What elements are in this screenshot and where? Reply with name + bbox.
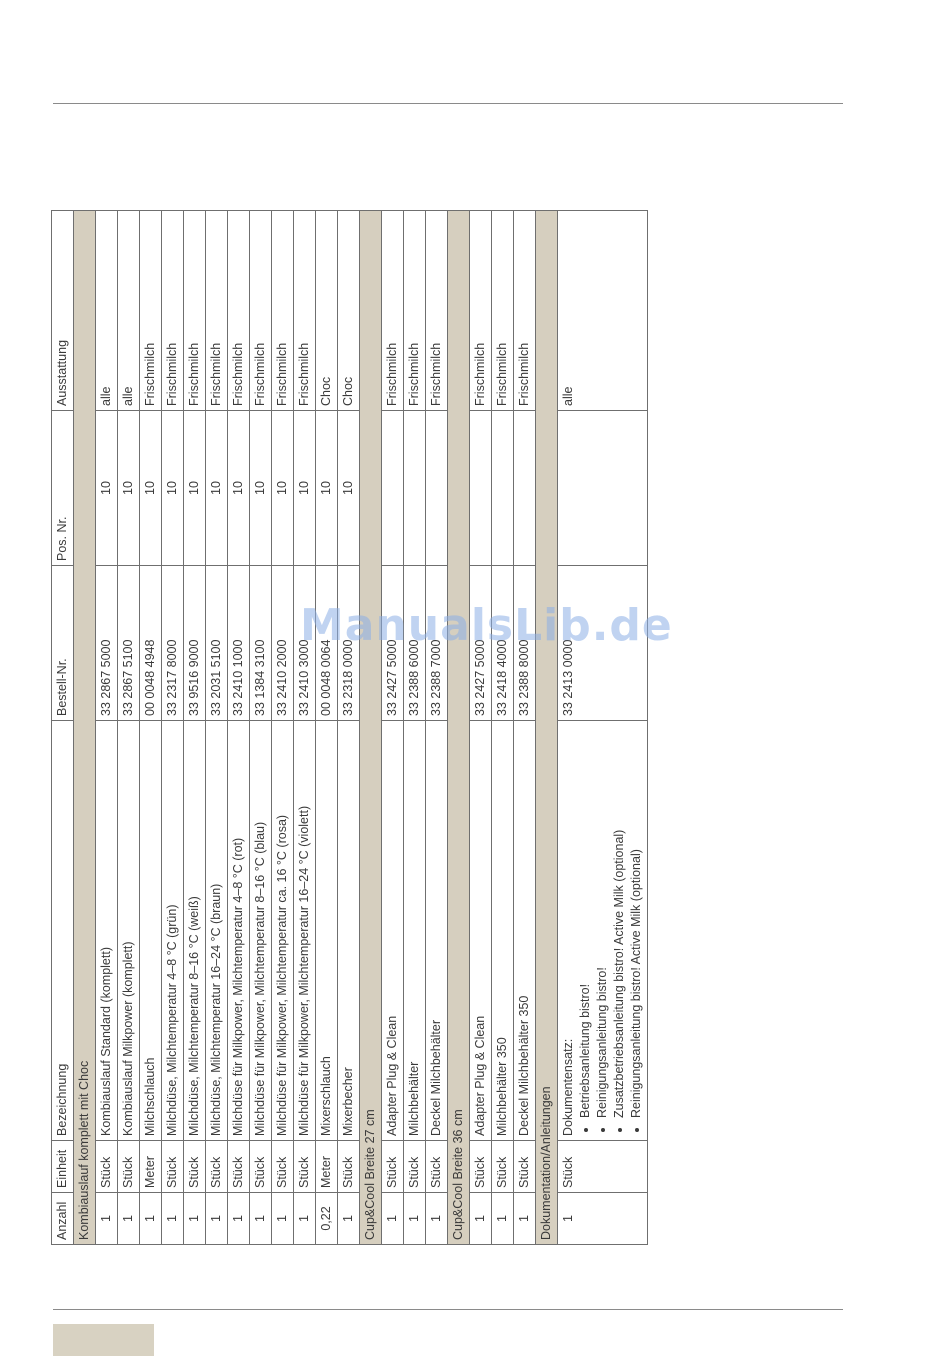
- cell-pos-nr: 10: [228, 411, 250, 566]
- cell-pos-nr: [382, 411, 404, 566]
- cell-bezeichnung: Mixerbecher: [338, 721, 360, 1141]
- cell-bestell-nr: 33 2388 8000: [514, 566, 536, 721]
- cell-bezeichnung: [558, 721, 648, 1141]
- table-row: [294, 211, 316, 1245]
- cell-anzahl: 1: [118, 1193, 140, 1245]
- cell-einheit: Stück: [250, 1141, 272, 1193]
- document-list-item: • Reinigungsanleitung bistro!: [594, 725, 611, 1118]
- document-list-item: • Reinigungsanleitung bistro! Active Milk (optional): [628, 725, 645, 1118]
- cell-pos-nr: 10: [250, 411, 272, 566]
- parts-table-container: [51, 211, 731, 1245]
- cell-bezeichnung: Milchdüse für Milkpower, Milchtemperatur 4–8 °C (rot): [228, 721, 250, 1141]
- section-title: Dokumentation/Anleitungen: [536, 211, 558, 1245]
- cell-einheit: Stück: [294, 1141, 316, 1193]
- cell-bestell-nr: 33 2410 3000: [294, 566, 316, 721]
- cell-bezeichnung: Milchdüse für Milkpower, Milchtemperatur 8–16 °C (blau): [250, 721, 272, 1141]
- cell-anzahl: 0,22: [316, 1193, 338, 1245]
- cell-anzahl: 1: [206, 1193, 228, 1245]
- cell-bezeichnung: Mixerschlauch: [316, 721, 338, 1141]
- cell-einheit: Stück: [118, 1141, 140, 1193]
- cell-einheit: Stück: [470, 1141, 492, 1193]
- cell-pos-nr: 10: [184, 411, 206, 566]
- section-header-row: [74, 211, 96, 1245]
- cell-ausstattung: Frischmilch: [140, 211, 162, 411]
- cell-ausstattung: alle: [118, 211, 140, 411]
- cell-bezeichnung: Milchbehälter 350: [492, 721, 514, 1141]
- table-row: [184, 211, 206, 1245]
- table-row: [250, 211, 272, 1245]
- cell-anzahl: 1: [140, 1193, 162, 1245]
- cell-anzahl: 1: [250, 1193, 272, 1245]
- section-header-row: [360, 211, 382, 1245]
- document-set-title: Dokumentensatz:: [561, 1038, 575, 1136]
- table-row: [404, 211, 426, 1245]
- table-row: [140, 211, 162, 1245]
- document-list-item: • Betriebsanleitung bistro!: [577, 725, 594, 1118]
- cell-einheit: Stück: [492, 1141, 514, 1193]
- document-list-item: • Zusatzbetriebsanleitung bistro! Active Milk (optional): [611, 725, 628, 1118]
- table-row: [206, 211, 228, 1245]
- cell-einheit: Stück: [272, 1141, 294, 1193]
- cell-bezeichnung: Milchdüse, Milchtemperatur 16–24 °C (braun): [206, 721, 228, 1141]
- cell-bestell-nr: 33 2413 0000: [558, 566, 648, 721]
- cell-bezeichnung: Kombiauslauf Standard (komplett): [96, 721, 118, 1141]
- cell-ausstattung: alle: [558, 211, 648, 411]
- cell-einheit: Stück: [184, 1141, 206, 1193]
- cell-bezeichnung: Adapter Plug & Clean: [470, 721, 492, 1141]
- cell-anzahl: 1: [184, 1193, 206, 1245]
- cell-anzahl: 1: [162, 1193, 184, 1245]
- cell-bestell-nr: 33 2318 0000: [338, 566, 360, 721]
- page-number-tab: [53, 1324, 154, 1356]
- header-rule: [53, 103, 843, 104]
- cell-bestell-nr: 33 2867 5100: [118, 566, 140, 721]
- cell-ausstattung: Frischmilch: [514, 211, 536, 411]
- cell-einheit: Stück: [558, 1141, 648, 1193]
- cell-pos-nr: 10: [162, 411, 184, 566]
- table-body: [74, 211, 648, 1245]
- cell-ausstattung: Frischmilch: [382, 211, 404, 411]
- cell-pos-nr: [426, 411, 448, 566]
- cell-ausstattung: Frischmilch: [206, 211, 228, 411]
- table-row: [162, 211, 184, 1245]
- cell-ausstattung: Choc: [316, 211, 338, 411]
- cell-bestell-nr: 33 9516 9000: [184, 566, 206, 721]
- cell-bestell-nr: 33 2427 5000: [382, 566, 404, 721]
- section-header-row: [448, 211, 470, 1245]
- cell-anzahl: 1: [228, 1193, 250, 1245]
- cell-einheit: Stück: [162, 1141, 184, 1193]
- cell-pos-nr: 10: [206, 411, 228, 566]
- cell-bestell-nr: 33 2427 5000: [470, 566, 492, 721]
- cell-bestell-nr: 33 2388 7000: [426, 566, 448, 721]
- section-header-row: [536, 211, 558, 1245]
- cell-bezeichnung: Adapter Plug & Clean: [382, 721, 404, 1141]
- table-row-documents: [558, 211, 648, 1245]
- table-row: [514, 211, 536, 1245]
- table-row: [96, 211, 118, 1245]
- cell-bestell-nr: 33 1384 3100: [250, 566, 272, 721]
- cell-bezeichnung: Deckel Milchbehälter 350: [514, 721, 536, 1141]
- cell-pos-nr: [558, 411, 648, 566]
- cell-pos-nr: [492, 411, 514, 566]
- cell-einheit: Stück: [96, 1141, 118, 1193]
- cell-anzahl: 1: [514, 1193, 536, 1245]
- table-row: [426, 211, 448, 1245]
- cell-pos-nr: 10: [338, 411, 360, 566]
- table-row: [492, 211, 514, 1245]
- cell-einheit: Meter: [140, 1141, 162, 1193]
- cell-pos-nr: 10: [272, 411, 294, 566]
- cell-pos-nr: 10: [140, 411, 162, 566]
- cell-ausstattung: Frischmilch: [492, 211, 514, 411]
- table-row: [118, 211, 140, 1245]
- cell-einheit: Stück: [404, 1141, 426, 1193]
- col-header-ausstattung: Ausstattung: [52, 211, 74, 411]
- cell-bestell-nr: 00 0048 4948: [140, 566, 162, 721]
- watermark-text: ManualsLib.de: [300, 600, 673, 651]
- col-header-bezeichnung: Bezeichnung: [52, 721, 74, 1141]
- cell-pos-nr: 10: [294, 411, 316, 566]
- section-title: Kombiauslauf komplett mit Choc: [74, 211, 96, 1245]
- table-row: [316, 211, 338, 1245]
- cell-anzahl: 1: [558, 1193, 648, 1245]
- cell-ausstattung: Frischmilch: [250, 211, 272, 411]
- table-row: [228, 211, 250, 1245]
- cell-ausstattung: Frischmilch: [272, 211, 294, 411]
- cell-bestell-nr: 33 2031 5100: [206, 566, 228, 721]
- cell-pos-nr: 10: [118, 411, 140, 566]
- cell-ausstattung: Frischmilch: [184, 211, 206, 411]
- table-row: [272, 211, 294, 1245]
- cell-einheit: Stück: [228, 1141, 250, 1193]
- cell-einheit: Stück: [426, 1141, 448, 1193]
- table-row: [382, 211, 404, 1245]
- cell-bezeichnung: Milchschlauch: [140, 721, 162, 1141]
- cell-anzahl: 1: [294, 1193, 316, 1245]
- cell-einheit: Stück: [206, 1141, 228, 1193]
- cell-bezeichnung: Kombiauslauf Milkpower (komplett): [118, 721, 140, 1141]
- cell-anzahl: 1: [382, 1193, 404, 1245]
- cell-bestell-nr: 00 0048 0064: [316, 566, 338, 721]
- cell-pos-nr: 10: [316, 411, 338, 566]
- rotated-table-frame: [51, 211, 731, 1245]
- cell-ausstattung: Frischmilch: [162, 211, 184, 411]
- cell-bezeichnung: Milchbehälter: [404, 721, 426, 1141]
- cell-anzahl: 1: [338, 1193, 360, 1245]
- cell-bestell-nr: 33 2410 2000: [272, 566, 294, 721]
- cell-pos-nr: [470, 411, 492, 566]
- parts-table: [51, 210, 648, 1245]
- cell-ausstattung: Frischmilch: [228, 211, 250, 411]
- cell-ausstattung: Frischmilch: [404, 211, 426, 411]
- cell-ausstattung: alle: [96, 211, 118, 411]
- table-row: [338, 211, 360, 1245]
- cell-bestell-nr: 33 2388 6000: [404, 566, 426, 721]
- cell-ausstattung: Frischmilch: [470, 211, 492, 411]
- cell-anzahl: 1: [492, 1193, 514, 1245]
- table-row: [470, 211, 492, 1245]
- cell-bestell-nr: 33 2410 1000: [228, 566, 250, 721]
- cell-ausstattung: Choc: [338, 211, 360, 411]
- cell-pos-nr: [514, 411, 536, 566]
- cell-bezeichnung: Milchdüse, Milchtemperatur 8–16 °C (weiß): [184, 721, 206, 1141]
- cell-einheit: Stück: [514, 1141, 536, 1193]
- cell-anzahl: 1: [272, 1193, 294, 1245]
- col-header-bestell-nr: Bestell-Nr.: [52, 566, 74, 721]
- cell-anzahl: 1: [404, 1193, 426, 1245]
- section-title: Cup&Cool Breite 27 cm: [360, 211, 382, 1245]
- cell-bezeichnung: Milchdüse, Milchtemperatur 4–8 °C (grün): [162, 721, 184, 1141]
- cell-anzahl: 1: [426, 1193, 448, 1245]
- cell-anzahl: 1: [470, 1193, 492, 1245]
- col-header-einheit: Einheit: [52, 1141, 74, 1193]
- col-header-pos-nr: Pos. Nr.: [52, 411, 74, 566]
- section-title: Cup&Cool Breite 36 cm: [448, 211, 470, 1245]
- col-header-anzahl: Anzahl: [52, 1193, 74, 1245]
- cell-anzahl: 1: [96, 1193, 118, 1245]
- cell-einheit: Stück: [338, 1141, 360, 1193]
- cell-bestell-nr: 33 2418 4000: [492, 566, 514, 721]
- document-list: [577, 725, 645, 1136]
- cell-bezeichnung: Milchdüse für Milkpower, Milchtemperatur ca. 16 °C (rosa): [272, 721, 294, 1141]
- cell-bestell-nr: 33 2317 8000: [162, 566, 184, 721]
- footer-rule: [53, 1309, 843, 1310]
- cell-bezeichnung: Milchdüse für Milkpower, Milchtemperatur 16–24 °C (violett): [294, 721, 316, 1141]
- cell-bezeichnung: Deckel Milchbehälter: [426, 721, 448, 1141]
- cell-ausstattung: Frischmilch: [426, 211, 448, 411]
- cell-einheit: Meter: [316, 1141, 338, 1193]
- table-header-row: [52, 211, 74, 1245]
- cell-ausstattung: Frischmilch: [294, 211, 316, 411]
- cell-einheit: Stück: [382, 1141, 404, 1193]
- cell-bestell-nr: 33 2867 5000: [96, 566, 118, 721]
- cell-pos-nr: 10: [96, 411, 118, 566]
- cell-pos-nr: [404, 411, 426, 566]
